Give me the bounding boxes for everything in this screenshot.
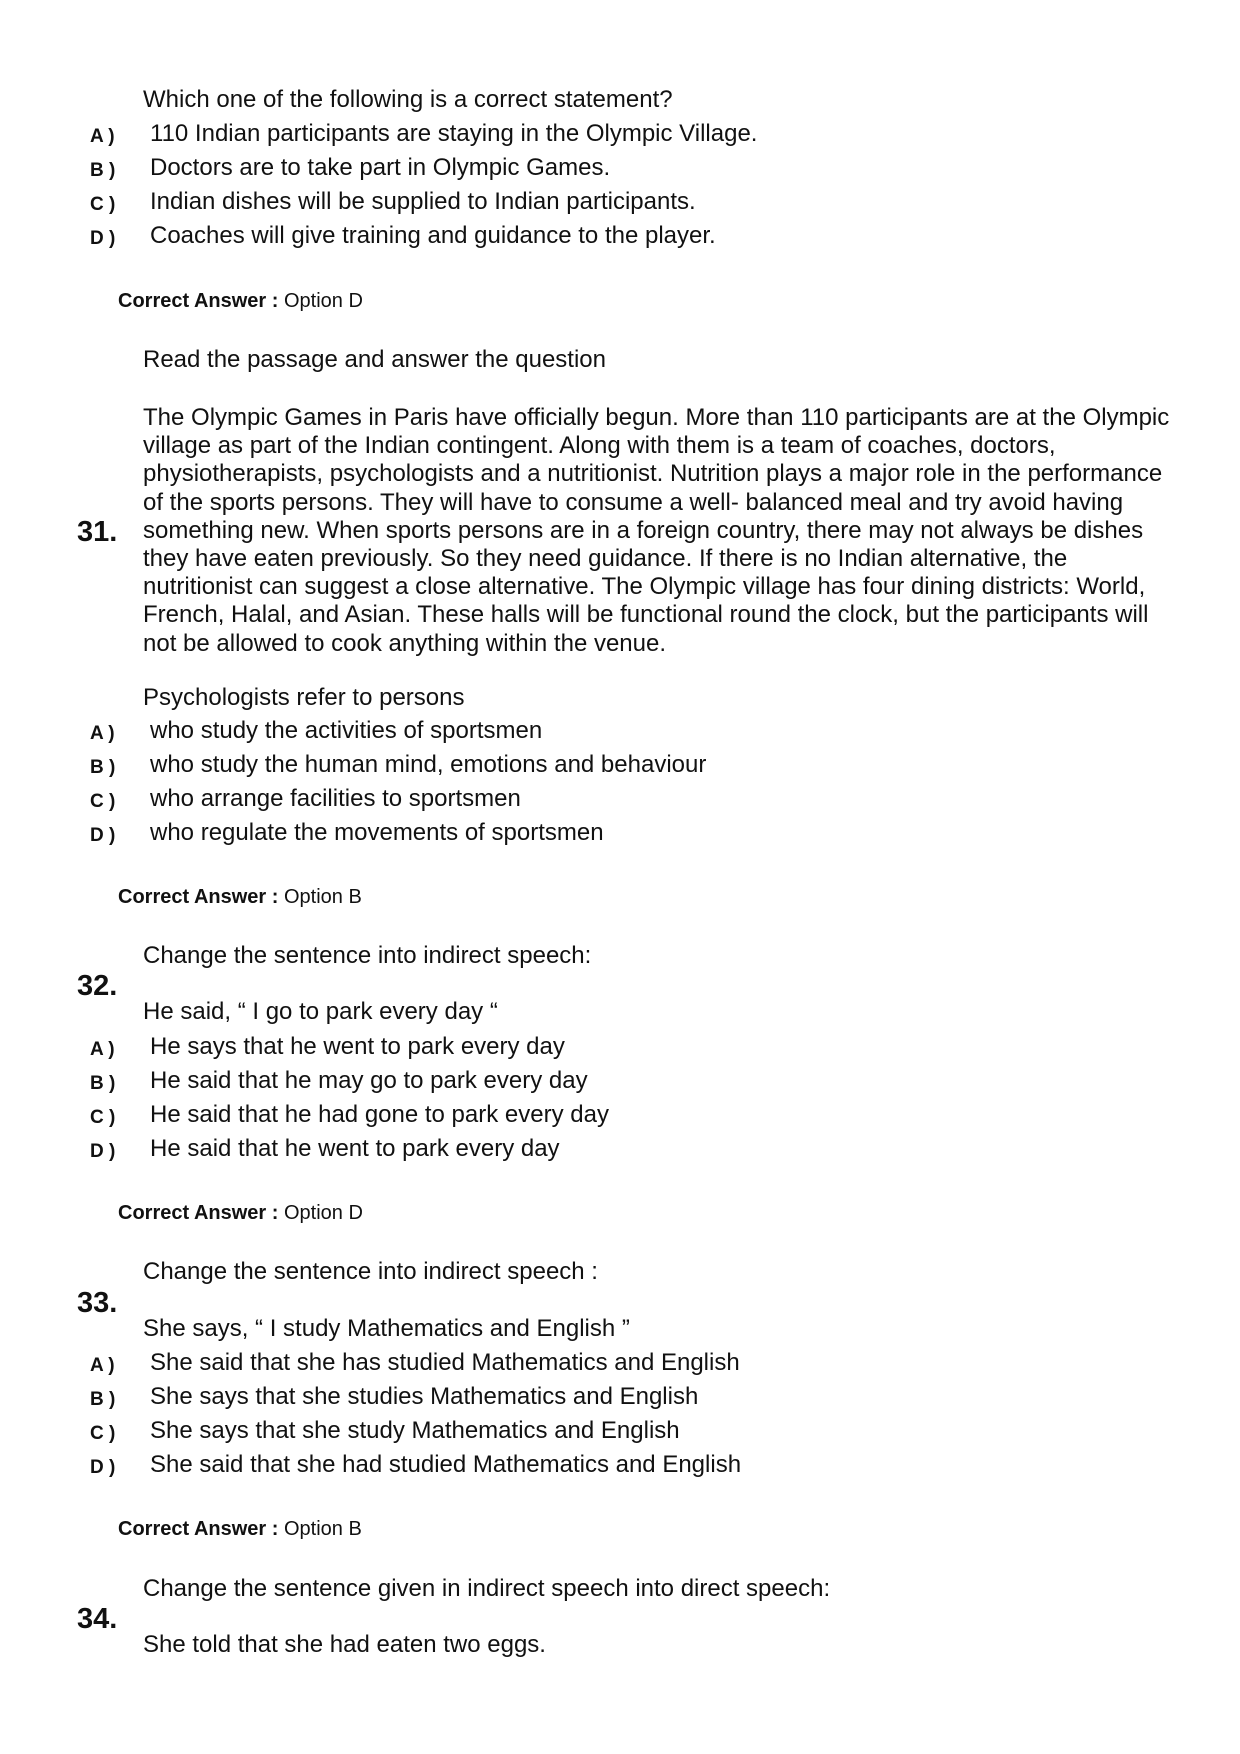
option-b-letter: B )	[90, 160, 116, 181]
option-a-letter: A )	[90, 1039, 115, 1060]
correct-answer-label: Correct Answer :	[118, 1518, 279, 1540]
option-d-letter: D )	[90, 228, 116, 249]
question-34-instruction: Change the sentence given in indirect speech into direct speech:	[143, 1575, 831, 1602]
option-d-text[interactable]: Coaches will give training and guidance to the player.	[150, 222, 716, 249]
option-b-letter: B )	[90, 1073, 116, 1094]
question-33-sentence: She says, “ I study Mathematics and English ”	[143, 1315, 630, 1342]
option-b-text[interactable]: who study the human mind, emotions and behaviour	[150, 751, 707, 778]
option-a-text[interactable]: He says that he went to park every day	[150, 1033, 565, 1060]
option-c-letter: C )	[90, 1423, 116, 1444]
option-c-text[interactable]: Indian dishes will be supplied to Indian participants.	[150, 188, 696, 215]
question-32-number: 32.	[77, 970, 118, 1002]
option-a-letter: A )	[90, 723, 115, 744]
correct-answer-value: Option D	[283, 290, 363, 312]
option-a-text[interactable]: She said that she has studied Mathematics and English	[150, 1349, 740, 1376]
option-d-text[interactable]: He said that he went to park every day	[150, 1135, 560, 1162]
option-a-text[interactable]: 110 Indian participants are staying in the Olympic Village.	[150, 120, 758, 147]
option-b-text[interactable]: Doctors are to take part in Olympic Games.	[150, 154, 611, 181]
question-31-instruction: Read the passage and answer the question	[143, 346, 606, 373]
correct-answer-value: Option B	[283, 886, 362, 908]
option-c-letter: C )	[90, 791, 116, 812]
option-c-letter: C )	[90, 1107, 116, 1128]
option-b-text[interactable]: He said that he may go to park every day	[150, 1067, 588, 1094]
question-32-sentence: He said, “ I go to park every day “	[143, 998, 498, 1025]
correct-answer-30	[118, 290, 363, 313]
correct-answer-label: Correct Answer :	[118, 290, 279, 312]
option-c-text[interactable]: She says that she study Mathematics and English	[150, 1417, 680, 1444]
question-32-instruction: Change the sentence into indirect speech:	[143, 942, 592, 969]
option-b-text[interactable]: She says that she studies Mathematics and English	[150, 1383, 699, 1410]
question-31-number: 31.	[77, 516, 118, 548]
correct-answer-label: Correct Answer :	[118, 886, 279, 908]
question-34-number: 34.	[77, 1603, 118, 1635]
option-a-text[interactable]: who study the activities of sportsmen	[150, 717, 543, 744]
correct-answer-label: Correct Answer :	[118, 1202, 279, 1224]
option-d-text[interactable]: She said that she had studied Mathematics and English	[150, 1451, 742, 1478]
question-31-passage: The Olympic Games in Paris have officially begun. More than 110 participants are at the Olympic village as part of the Indian contingent. Along with them is a team of coaches, doctors, physiotherapists, psychologists and a nutritionist. Nutrition plays a major role in the performance of the sports persons. They will have to consume a well- balanced meal and try avoid having something new. When sports persons are in a foreign country, there may not always be dishes they have eaten previously. So they need guidance. If there is no Indian alternative, the nutritionist can suggest a close alternative. The Olympic village has four dining districts: World, French, Halal, and Asian. These halls will be functional round the clock, but the participants will not be allowed to cook anything within the venue.	[143, 404, 1170, 657]
option-c-text[interactable]: who arrange facilities to sportsmen	[150, 785, 521, 812]
option-d-letter: D )	[90, 1457, 116, 1478]
option-c-letter: C )	[90, 194, 116, 215]
option-a-letter: A )	[90, 1355, 115, 1376]
option-c-text[interactable]: He said that he had gone to park every day	[150, 1101, 609, 1128]
option-d-letter: D )	[90, 825, 116, 846]
correct-answer-32	[118, 1202, 363, 1225]
question-33-number: 33.	[77, 1287, 118, 1319]
option-b-letter: B )	[90, 1389, 116, 1410]
option-a-letter: A )	[90, 126, 115, 147]
correct-answer-33	[118, 1518, 362, 1541]
option-d-text[interactable]: who regulate the movements of sportsmen	[150, 819, 604, 846]
correct-answer-31	[118, 886, 362, 909]
question-33-instruction: Change the sentence into indirect speech :	[143, 1258, 598, 1285]
question-31-stem: Psychologists refer to persons	[143, 684, 465, 711]
option-d-letter: D )	[90, 1141, 116, 1162]
correct-answer-value: Option B	[283, 1518, 362, 1540]
correct-answer-value: Option D	[283, 1202, 363, 1224]
question-30-stem: Which one of the following is a correct statement?	[143, 86, 673, 113]
option-b-letter: B )	[90, 757, 116, 778]
question-34-sentence: She told that she had eaten two eggs.	[143, 1631, 546, 1658]
